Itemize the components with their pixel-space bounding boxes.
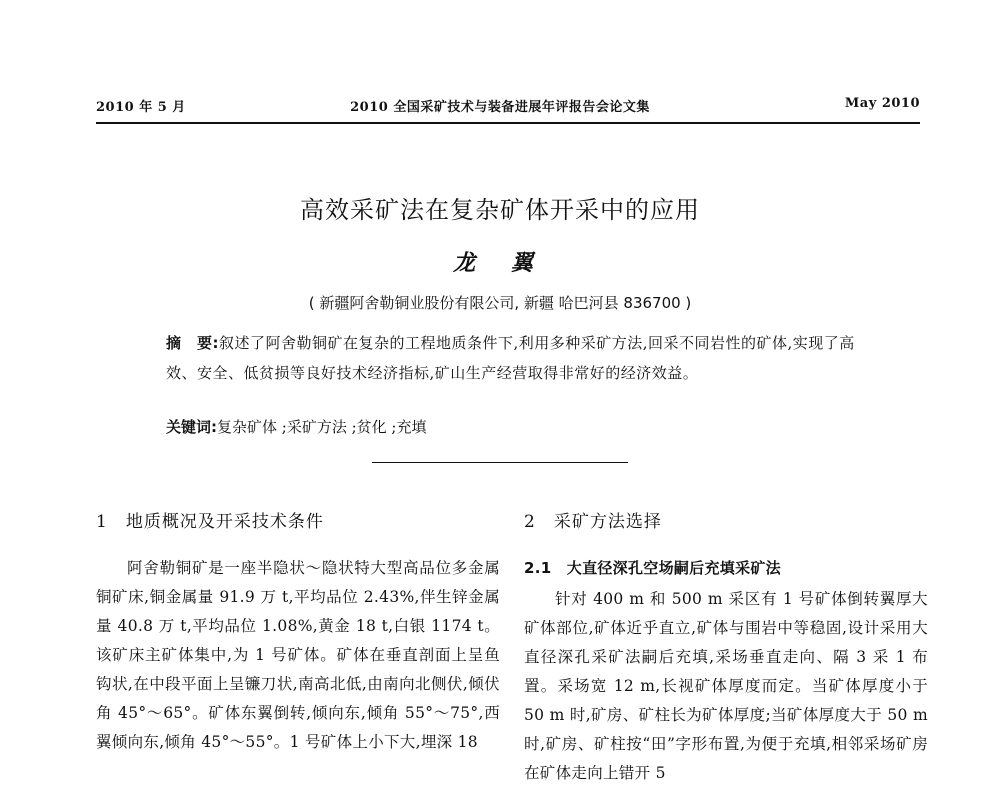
paper-title: 高效采矿法在复杂矿体开采中的应用	[300, 196, 700, 224]
author-affiliation: ( 新疆阿舍勒铜业股份有限公司, 新疆 哈巴河县 836700 )	[308, 294, 692, 312]
running-header-date: 2010 年 5 月	[96, 100, 186, 115]
abstract	[166, 328, 856, 388]
header-rule	[96, 122, 920, 124]
section-2-1-heading: 2.1 大直径深孔空场嗣后充填采矿法	[524, 559, 781, 577]
right-column	[524, 508, 928, 788]
running-header-proceedings: 2010 全国采矿技术与装备进展年评报告会论文集	[350, 100, 650, 115]
running-header-date-en: May 2010	[844, 96, 920, 111]
abstract-text: 叙述了阿舍勒铜矿在复杂的工程地质条件下,利用多种采矿方法,回采不同岩性的矿体,实现了高效、安全、低贫损等良好技术经济指标,矿山生产经营取得非常好的经济效益。	[166, 334, 855, 382]
section-1-body: 阿舍勒铜矿是一座半隐状～隐状特大型高品位多金属铜矿床,铜金属量 91.9 万 t,平均品位 2.43%,伴生锌金属量 40.8 万 t,平均品位 1.08%,黄金 18 t,白银 1174 t。该矿床主矿体集中,为 1 号矿体。矿体在垂直剖面上呈鱼钩状,在中段平面上呈镰刀状,南高北低,由南向北侧伏,倾伏角 45°～65°。矿体东翼倒转,倾向东,倾角 55°～75°,西翼倾向东,倾角 45°～55°。1 号矿体上小下大,埋深 18	[96, 559, 500, 751]
abstract-label: 摘 要:	[166, 334, 219, 352]
keywords-label: 关键词:	[166, 418, 217, 436]
section-2-1-body: 针对 400 m 和 500 m 采区有 1 号矿体倒转翼厚大矿体部位,矿体近乎直立,矿体与围岩中等稳固,设计采用大直径深孔采矿法嗣后充填,采场垂直走向、隔 3 采 1 布置。采场宽 12 m,长视矿体厚度而定。当矿体厚度小于 50 m 时,矿房、矿柱长为矿体厚度;当矿体厚度大于 50 m 时,矿房、矿柱按“田”字形布置,为便于充填,相邻采场矿房在矿体走向上错开 5	[524, 590, 928, 782]
abstract-separator	[372, 462, 628, 463]
left-column	[96, 508, 500, 757]
keywords-text: 复杂矿体 ;采矿方法 ;贫化 ;充填	[217, 418, 427, 436]
section-2-heading: 2 采矿方法选择	[524, 512, 662, 532]
keywords	[166, 412, 856, 442]
section-1-heading: 1 地质概况及开采技术条件	[96, 512, 324, 532]
paper-author: 龙 翼	[453, 250, 547, 276]
